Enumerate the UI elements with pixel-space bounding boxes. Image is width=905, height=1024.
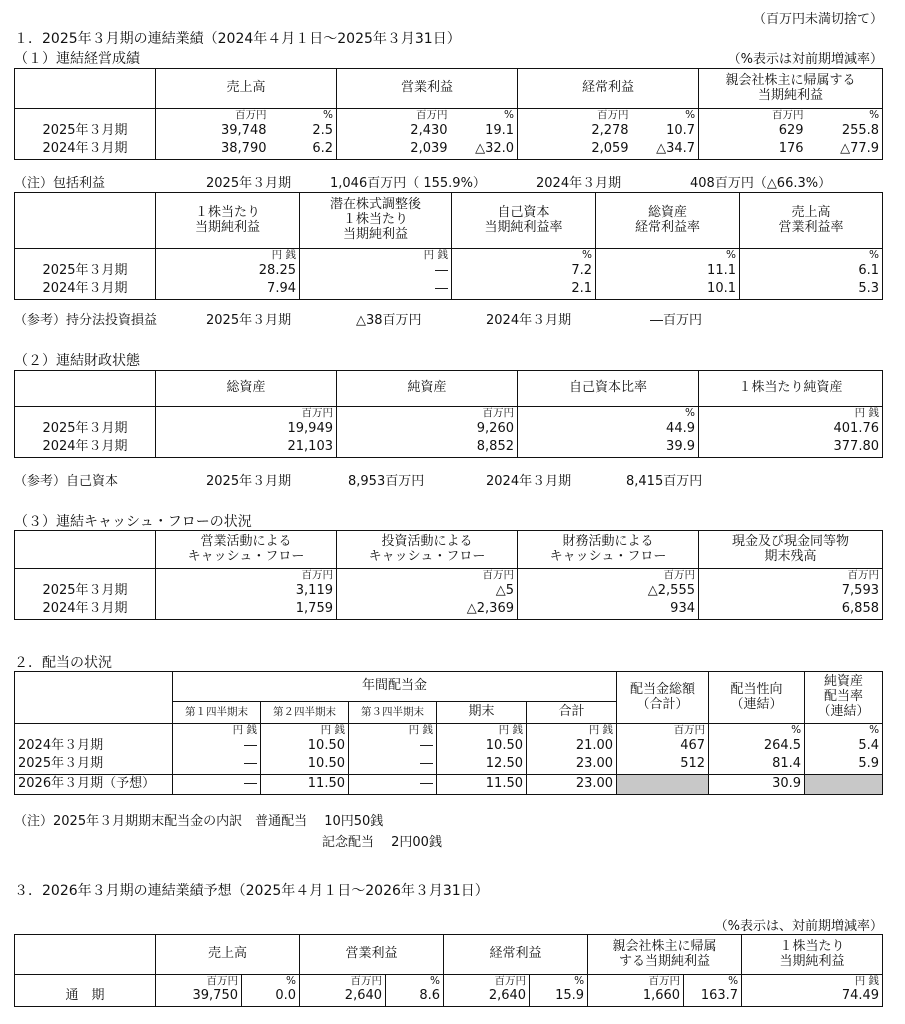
cell: 39.9	[518, 439, 699, 458]
table-row	[15, 141, 883, 160]
cell-shaded	[617, 775, 709, 795]
cell: 7.94	[156, 281, 300, 300]
note-equity-label: （参考）自己資本	[14, 474, 119, 489]
unit: 百万円	[337, 109, 451, 122]
unit: 円 銭	[300, 249, 452, 262]
cash-flow-table	[14, 530, 883, 620]
note-value: ―百万円	[650, 313, 703, 328]
unit: 百万円	[699, 569, 883, 582]
unit: 百万円	[444, 975, 530, 988]
cell: 1,660	[588, 988, 684, 1007]
cell: 7,593	[699, 582, 883, 601]
forecast-note: （%表示は、対前期増減率）	[714, 919, 883, 934]
unit: %	[685, 109, 696, 122]
header-total: 合計	[527, 702, 617, 724]
header-total-dividend: 配当金総額 （合計）	[617, 672, 709, 724]
unit: 百万円	[617, 724, 709, 737]
header-year-end: 期末	[437, 702, 527, 724]
cell: 0.0	[242, 988, 300, 1007]
cell: 377.80	[699, 439, 883, 458]
header-cash-balance: 現金及び現金同等物 期末残高	[699, 531, 883, 569]
cell: 30.9	[709, 775, 805, 795]
dividend-note-line2: 記念配当 2円00銭	[322, 835, 442, 850]
header-q2: 第２四半期末	[261, 702, 349, 724]
cell: 163.7	[684, 988, 742, 1007]
header-operating-margin: 売上高 営業利益率	[740, 193, 883, 249]
cell: 401.76	[699, 420, 883, 439]
cell: ―	[349, 737, 437, 756]
note-equity-method-label: （参考）持分法投資損益	[14, 313, 158, 328]
cell: 255.8	[807, 122, 883, 141]
table-row	[15, 262, 883, 281]
unit: %	[518, 407, 699, 420]
cell: 39,748	[156, 122, 270, 141]
cell: 15.9	[530, 988, 588, 1007]
unit: 百万円	[588, 975, 684, 988]
unit: %	[596, 249, 740, 262]
note-period: 2024年３月期	[486, 474, 572, 489]
note-value: 1,046百万円（ 155.9%）	[330, 176, 486, 191]
unit: 百万円	[156, 975, 242, 988]
cell: 10.50	[437, 737, 527, 756]
row-label: 2024年３月期	[15, 737, 173, 756]
table-row	[15, 281, 883, 300]
row-label: 2024年３月期	[15, 141, 156, 160]
forecast-table	[14, 934, 883, 1007]
header-operating-cf: 営業活動による キャッシュ・フロー	[156, 531, 337, 569]
cell: 8.6	[386, 988, 444, 1007]
unit: 円 銭	[527, 724, 617, 737]
header-net-income: 親会社株主に帰属 する当期純利益	[588, 935, 742, 975]
cell: 11.50	[437, 775, 527, 795]
cell: 28.25	[156, 262, 300, 281]
section-1-1-note: （%表示は対前期増減率）	[727, 52, 883, 67]
unit: 百万円	[156, 407, 337, 420]
unit: %	[807, 109, 883, 122]
cell: 264.5	[709, 737, 805, 756]
cell: 23.00	[527, 756, 617, 775]
unit: 百万円	[699, 109, 807, 122]
cell: 9,260	[337, 420, 518, 439]
header-payout-ratio: 配当性向 （連結）	[709, 672, 805, 724]
row-label: 2025年３月期	[15, 420, 156, 439]
cell: 2,640	[444, 988, 530, 1007]
header-roe: 自己資本 当期純利益率	[452, 193, 596, 249]
cell: ―	[173, 737, 261, 756]
dividends-table	[14, 671, 883, 795]
cell: △32.0	[451, 141, 518, 160]
row-label: 2026年３月期（予想）	[15, 775, 173, 795]
cell: 1,759	[156, 601, 337, 620]
cell: 7.2	[452, 262, 596, 281]
note-value: 408百万円（△66.3%）	[690, 176, 832, 191]
row-label: 2024年３月期	[15, 281, 156, 300]
cell: △77.9	[807, 141, 883, 160]
section-dividends-title: ２．配当の状況	[14, 655, 112, 671]
cell: △34.7	[632, 141, 699, 160]
unit: 円 銭	[699, 407, 883, 420]
note-period: 2025年３月期	[206, 176, 292, 191]
cell: 2.5	[312, 122, 334, 138]
unit-note: （百万円未満切捨て）	[752, 12, 883, 27]
unit: %	[805, 724, 883, 737]
note-period: 2024年３月期	[486, 313, 572, 328]
header-net-assets: 純資産	[337, 371, 518, 407]
header-sales: 売上高	[156, 69, 337, 109]
cell: 21,103	[156, 439, 337, 458]
table-row	[15, 601, 883, 620]
header-ordinary-income: 経常利益	[444, 935, 588, 975]
unit: 百万円	[518, 569, 699, 582]
unit: %	[530, 975, 588, 988]
cell: △2,369	[337, 601, 518, 620]
section-financial-position-title: （２）連結財政状態	[14, 353, 140, 369]
note-value: 8,953百万円	[348, 474, 425, 489]
row-label: 2024年３月期	[15, 439, 156, 458]
cell: ―	[173, 775, 261, 795]
unit: 百万円	[337, 569, 518, 582]
section-cash-flow-title: （３）連結キャッシュ・フローの状況	[14, 514, 252, 530]
cell: ―	[349, 756, 437, 775]
cell: 11.50	[261, 775, 349, 795]
table-row	[15, 420, 883, 439]
cell: △5	[337, 582, 518, 601]
cell: 38,790	[156, 141, 270, 160]
unit: %	[242, 975, 300, 988]
table-row	[15, 737, 883, 756]
row-label: 2024年３月期	[15, 601, 156, 620]
header-roa: 総資産 経常利益率	[596, 193, 740, 249]
cell: 10.7	[666, 122, 696, 138]
cell: 21.00	[527, 737, 617, 756]
header-doe: 純資産 配当率 （連結）	[805, 672, 883, 724]
header-q3: 第３四半期末	[349, 702, 437, 724]
unit: %	[709, 724, 805, 737]
cell: 5.4	[805, 737, 883, 756]
table-row	[15, 988, 883, 1007]
unit: 百万円	[156, 569, 337, 582]
header-q1: 第１四半期末	[173, 702, 261, 724]
table-row	[15, 439, 883, 458]
cell: 629	[699, 122, 807, 141]
cell: 11.1	[596, 262, 740, 281]
header-operating-income: 営業利益	[300, 935, 444, 975]
unit: %	[452, 249, 596, 262]
row-label: 2025年３月期	[15, 262, 156, 281]
cell: 2,430	[337, 122, 451, 141]
cell: 6.1	[740, 262, 883, 281]
table-row	[15, 582, 883, 601]
header-total-assets: 総資産	[156, 371, 337, 407]
cell: △2,555	[518, 582, 699, 601]
financial-position-table	[14, 370, 883, 458]
header-bps: １株当たり純資産	[699, 371, 883, 407]
section-forecast-title: ３．2026年３月期の連結業績予想（2025年４月１日～2026年３月31日）	[14, 883, 489, 899]
cell: 6.2	[270, 141, 337, 160]
cell: 2,278	[518, 122, 632, 141]
row-label: 2025年３月期	[15, 582, 156, 601]
unit: 円 銭	[156, 249, 300, 262]
unit: %	[504, 109, 515, 122]
cell: 5.9	[805, 756, 883, 775]
unit: 円 銭	[173, 724, 261, 737]
cell-shaded	[805, 775, 883, 795]
header-investing-cf: 投資活動による キャッシュ・フロー	[337, 531, 518, 569]
note-value: △38百万円	[356, 313, 422, 328]
cell: 23.00	[527, 775, 617, 795]
cell: ―	[300, 281, 452, 300]
cell: 2,059	[518, 141, 632, 160]
cell: 3,119	[156, 582, 337, 601]
unit: %	[740, 249, 883, 262]
cell: ―	[173, 756, 261, 775]
header-financing-cf: 財務活動による キャッシュ・フロー	[518, 531, 699, 569]
cell: 176	[699, 141, 807, 160]
table-row	[15, 756, 883, 775]
cell: 6,858	[699, 601, 883, 620]
header-operating-income: 営業利益	[337, 69, 518, 109]
header-net-income: 親会社株主に帰属する 当期純利益	[699, 69, 883, 109]
note-period: 2025年３月期	[206, 474, 292, 489]
per-share-ratios-table	[14, 192, 883, 300]
unit: 円 銭	[349, 724, 437, 737]
unit: 百万円	[518, 109, 632, 122]
cell: 5.3	[740, 281, 883, 300]
section-1-1-title: （１）連結経営成績	[14, 51, 140, 67]
cell: 12.50	[437, 756, 527, 775]
cell: 467	[617, 737, 709, 756]
row-label: 通 期	[15, 988, 156, 1007]
cell: 2,039	[337, 141, 451, 160]
cell: 8,852	[337, 439, 518, 458]
cell: 19.1	[485, 122, 515, 138]
dividend-note-line1: （注）2025年３月期期末配当金の内訳 普通配当 10円50銭	[14, 814, 384, 829]
unit: 百万円	[300, 975, 386, 988]
cell: 934	[518, 601, 699, 620]
cell: 2,640	[300, 988, 386, 1007]
operating-results-table	[14, 68, 883, 160]
section-1-title: １．2025年３月期の連結業績（2024年４月１日～2025年３月31日）	[14, 31, 461, 47]
note-comprehensive-income-label: （注）包括利益	[14, 176, 106, 191]
row-label: 2025年３月期	[15, 756, 173, 775]
note-value: 8,415百万円	[626, 474, 703, 489]
unit: 円 銭	[437, 724, 527, 737]
cell: 2.1	[452, 281, 596, 300]
row-label: 2025年３月期	[15, 122, 156, 141]
table-row-forecast	[15, 775, 883, 795]
cell: ―	[300, 262, 452, 281]
unit: %	[684, 975, 742, 988]
note-period: 2024年３月期	[536, 176, 622, 191]
header-eps: １株当たり 当期純利益	[156, 193, 300, 249]
header-sales: 売上高	[156, 935, 300, 975]
header-ordinary-income: 経常利益	[518, 69, 699, 109]
cell: 10.50	[261, 737, 349, 756]
header-eps: １株当たり 当期純利益	[742, 935, 883, 975]
unit: 円 銭	[261, 724, 349, 737]
cell: ―	[349, 775, 437, 795]
header-equity-ratio: 自己資本比率	[518, 371, 699, 407]
cell: 81.4	[709, 756, 805, 775]
unit: %	[386, 975, 444, 988]
cell: 19,949	[156, 420, 337, 439]
unit: 百万円	[156, 109, 270, 122]
cell: 10.1	[596, 281, 740, 300]
header-diluted-eps: 潜在株式調整後 １株当たり 当期純利益	[300, 193, 452, 249]
cell: 512	[617, 756, 709, 775]
header-annual-dividend: 年間配当金	[173, 672, 617, 702]
cell: 39,750	[156, 988, 242, 1007]
cell: 74.49	[742, 988, 883, 1007]
unit: %	[323, 109, 334, 122]
cell: 44.9	[518, 420, 699, 439]
note-period: 2025年３月期	[206, 313, 292, 328]
unit: 円 銭	[742, 975, 883, 988]
cell: 10.50	[261, 756, 349, 775]
table-row	[15, 122, 883, 141]
unit: 百万円	[337, 407, 518, 420]
